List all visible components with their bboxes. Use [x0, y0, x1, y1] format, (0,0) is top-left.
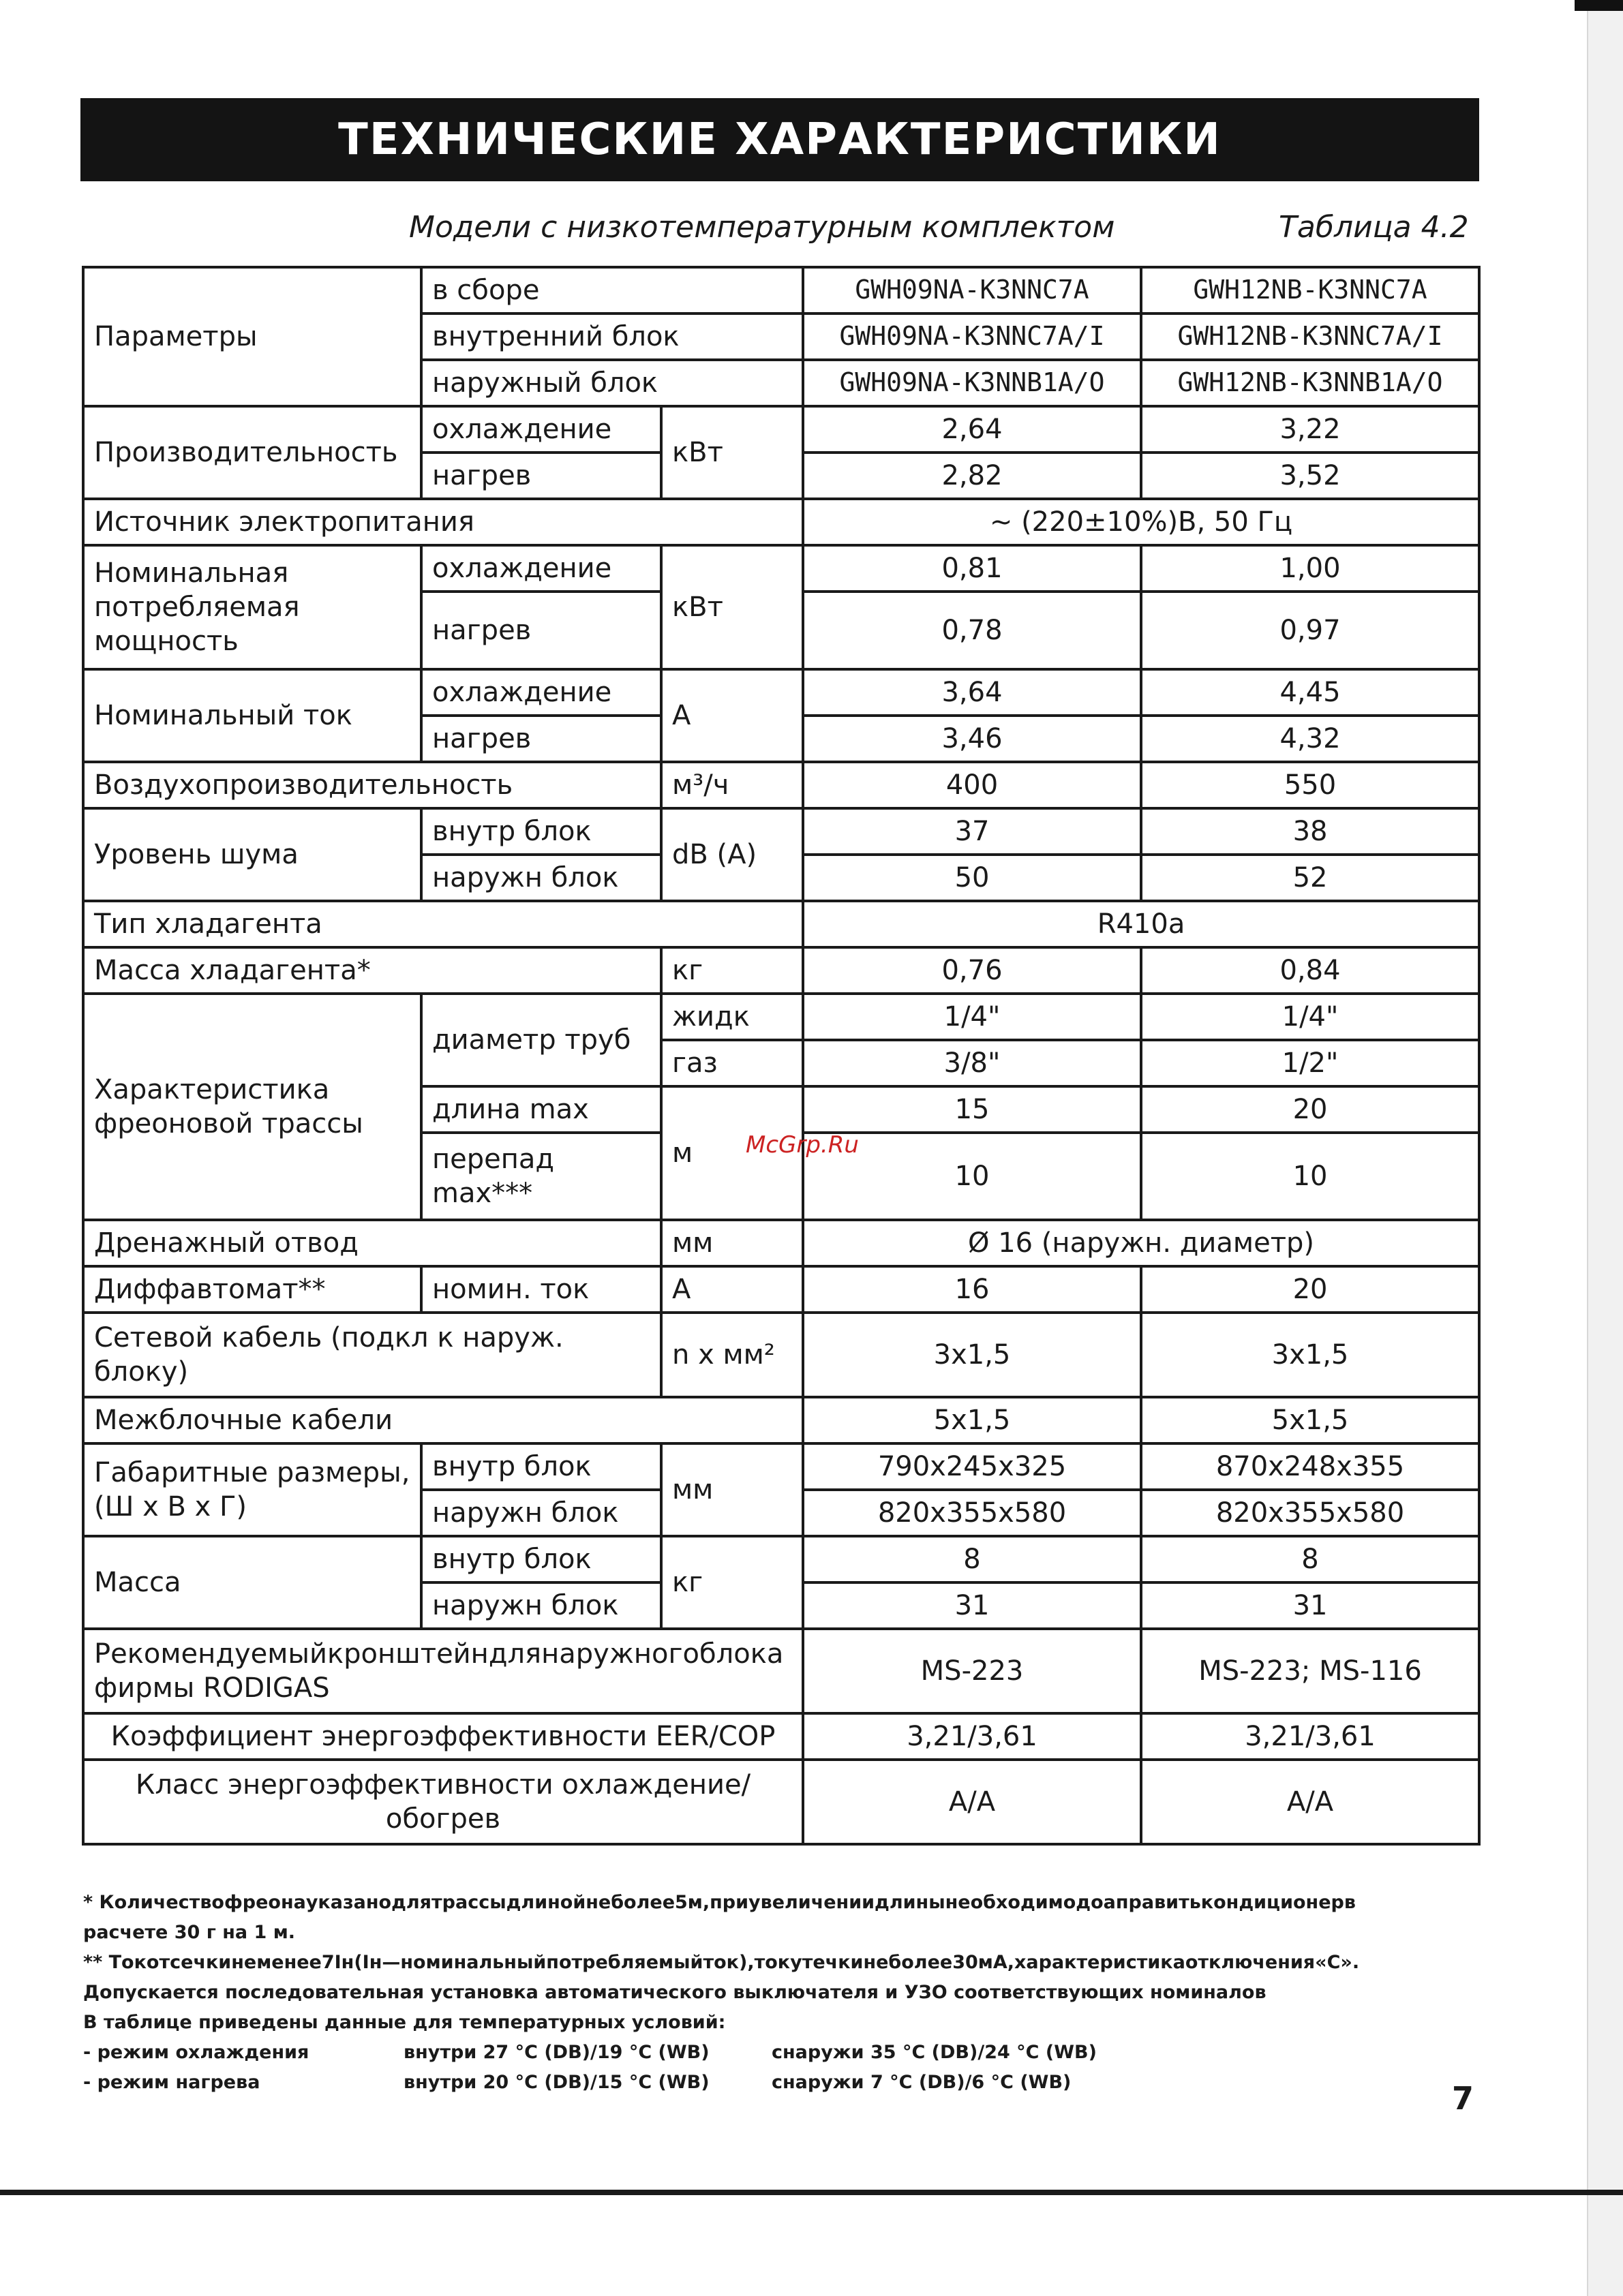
freon-line-label: Характеристика фреоновой трассы — [83, 994, 421, 1220]
heating-conditions — [83, 2068, 1481, 2098]
refrigerant-mass-1: 0,76 — [803, 947, 1141, 994]
power-heating-2: 0,97 — [1141, 592, 1479, 669]
current-unit: А — [661, 669, 803, 762]
capacity-heating-2: 3,52 — [1141, 453, 1479, 499]
eer-1: 3,21/3,61 — [803, 1713, 1141, 1760]
heating-outside: снаружи 7 °С (DB)/6 °С (WB) — [772, 2072, 1072, 2093]
gas-1: 3/8" — [803, 1040, 1141, 1086]
mass-indoor-2: 8 — [1141, 1536, 1479, 1582]
mass-unit: кг — [661, 1536, 803, 1629]
outdoor-label: наружн блок — [421, 855, 661, 901]
gas-label: газ — [661, 1040, 803, 1086]
model2-indoor: GWH12NB-K3NNC7A/I — [1141, 313, 1479, 360]
freon-line-unit: м — [661, 1086, 803, 1220]
model2-assembly: GWH12NB-K3NNC7A — [1141, 267, 1479, 313]
table-row — [83, 1266, 1479, 1313]
table-row — [83, 1536, 1479, 1582]
power-cable-unit: n x мм² — [661, 1313, 803, 1397]
indoor-unit-label: внутренний блок — [421, 313, 803, 360]
heating-inside: внутри 20 °С (DB)/15 °С (WB) — [404, 2072, 710, 2093]
power-input-label: Номинальная потребляемая мощность — [83, 545, 421, 669]
table-row — [83, 267, 1479, 313]
power-heating-1: 0,78 — [803, 592, 1141, 669]
bracket-2: MS-223; MS-116 — [1141, 1629, 1479, 1713]
refrigerant-type-label: Тип хладагента — [83, 901, 803, 947]
refrigerant-mass-label: Масса хладагента* — [83, 947, 661, 994]
length-2: 20 — [1141, 1086, 1479, 1133]
eer-2: 3,21/3,61 — [1141, 1713, 1479, 1760]
drain-unit: мм — [661, 1220, 803, 1266]
refrigerant-mass-2: 0,84 — [1141, 947, 1479, 994]
table-row — [83, 947, 1479, 994]
refrigerant-mass-unit: кг — [661, 947, 803, 994]
footnotes — [83, 1888, 1481, 2098]
capacity-cooling-1: 2,64 — [803, 406, 1141, 453]
model1-outdoor: GWH09NA-K3NNB1A/O — [803, 360, 1141, 406]
indoor-label: внутр блок — [421, 1443, 661, 1490]
mass-outdoor-2: 31 — [1141, 1582, 1479, 1629]
page-corner-mark — [1575, 0, 1623, 11]
dimensions-indoor-2: 870x248x355 — [1141, 1443, 1479, 1490]
drop-1: 10 — [803, 1133, 1141, 1220]
cooling-outside: снаружи 35 °С (DB)/24 °С (WB) — [772, 2042, 1097, 2063]
page-edge-shadow — [1587, 0, 1623, 2296]
dimensions-label: Габаритные размеры, (Ш x В x Г) — [83, 1443, 421, 1536]
table-row — [83, 1443, 1479, 1490]
breaker-1: 16 — [803, 1266, 1141, 1313]
liquid-label: жидк — [661, 994, 803, 1040]
indoor-label: внутр блок — [421, 1536, 661, 1582]
cooling-inside: внутри 27 °С (DB)/19 °С (WB) — [404, 2042, 710, 2063]
power-source-value: ~ (220±10%)В, 50 Гц — [803, 499, 1479, 545]
interconnect-1: 5x1,5 — [803, 1397, 1141, 1443]
model1-assembly: GWH09NA-K3NNC7A — [803, 267, 1141, 313]
heating-label: нагрев — [421, 716, 661, 762]
outdoor-label: наружн блок — [421, 1490, 661, 1536]
scan-bottom-line — [0, 2190, 1623, 2195]
pipe-diameter-label: диаметр труб — [421, 994, 661, 1086]
power-source-label: Источник электропитания — [83, 499, 803, 545]
noise-outdoor-2: 52 — [1141, 855, 1479, 901]
noise-outdoor-1: 50 — [803, 855, 1141, 901]
power-cable-label: Сетевой кабель (подкл к наруж. блоку) — [83, 1313, 661, 1397]
params-label: Параметры — [83, 267, 421, 406]
footnote-1-cont: расчете 30 г на 1 м. — [83, 1922, 296, 1943]
cooling-mode-label: - режим охлаждения — [83, 2042, 309, 2063]
mass-label: Масса — [83, 1536, 421, 1629]
current-cooling-2: 4,45 — [1141, 669, 1479, 716]
power-cable-1: 3x1,5 — [803, 1313, 1141, 1397]
breaker-2: 20 — [1141, 1266, 1479, 1313]
bracket-label: Рекомендуемыйкронштейндлянаружногоблока фирмы RODIGAS — [83, 1629, 803, 1713]
capacity-label: Производительность — [83, 406, 421, 499]
length-1: 15 — [803, 1086, 1141, 1133]
watermark: McGrp.Ru — [746, 1131, 859, 1159]
power-cooling-2: 1,00 — [1141, 545, 1479, 592]
dimensions-unit: мм — [661, 1443, 803, 1536]
page-number: 7 — [1452, 2080, 1474, 2117]
breaker-label: Диффавтомат** — [83, 1266, 421, 1313]
table-row — [83, 762, 1479, 808]
table-row — [83, 1220, 1479, 1266]
gas-2: 1/2" — [1141, 1040, 1479, 1086]
spec-table — [82, 266, 1481, 1846]
airflow-unit: м³/ч — [661, 762, 803, 808]
footnote-4: В таблице приведены данные для температурных условий: — [83, 2012, 726, 2033]
table-row — [83, 1629, 1479, 1713]
current-label: Номинальный ток — [83, 669, 421, 762]
length-max-label: длина max — [421, 1086, 661, 1133]
table-row — [83, 1397, 1479, 1443]
airflow-label: Воздухопроизводительность — [83, 762, 661, 808]
airflow-1: 400 — [803, 762, 1141, 808]
breaker-unit: А — [661, 1266, 803, 1313]
cooling-label: охлаждение — [421, 406, 661, 453]
assembly-label: в сборе — [421, 267, 803, 313]
drain-label: Дренажный отвод — [83, 1220, 661, 1266]
mass-indoor-1: 8 — [803, 1536, 1141, 1582]
table-row — [83, 1713, 1479, 1760]
table-row — [83, 1760, 1479, 1844]
footnote-3: Допускается последовательная установка автоматического выключателя и УЗО соответствующих номиналов — [83, 1982, 1266, 2003]
noise-label: Уровень шума — [83, 808, 421, 901]
cooling-label: охлаждение — [421, 669, 661, 716]
current-heating-1: 3,46 — [803, 716, 1141, 762]
table-row — [83, 669, 1479, 716]
capacity-heating-1: 2,82 — [803, 453, 1141, 499]
table-row — [83, 499, 1479, 545]
table-subtitle: Модели с низкотемпературным комплектом — [409, 210, 1115, 245]
drop-2: 10 — [1141, 1133, 1479, 1220]
table-number: Таблица 4.2 — [1279, 210, 1469, 245]
breaker-sub-label: номин. ток — [421, 1266, 661, 1313]
liquid-1: 1/4" — [803, 994, 1141, 1040]
page-title: ТЕХНИЧЕСКИЕ ХАРАКТЕРИСТИКИ — [80, 98, 1479, 181]
heating-mode-label: - режим нагрева — [83, 2072, 260, 2093]
energy-class-label: Класс энергоэффективности охлаждение/обогрев — [83, 1760, 803, 1844]
power-cooling-1: 0,81 — [803, 545, 1141, 592]
refrigerant-type-value: R410a — [803, 901, 1479, 947]
dimensions-indoor-1: 790x245x325 — [803, 1443, 1141, 1490]
dimensions-outdoor-1: 820x355x580 — [803, 1490, 1141, 1536]
noise-unit: dB (A) — [661, 808, 803, 901]
table-row — [83, 545, 1479, 592]
table-row — [83, 406, 1479, 453]
energy-class-1: A/A — [803, 1760, 1141, 1844]
power-input-unit: кВт — [661, 545, 803, 669]
power-cable-2: 3x1,5 — [1141, 1313, 1479, 1397]
energy-class-2: A/A — [1141, 1760, 1479, 1844]
interconnect-2: 5x1,5 — [1141, 1397, 1479, 1443]
noise-indoor-1: 37 — [803, 808, 1141, 855]
noise-indoor-2: 38 — [1141, 808, 1479, 855]
cooling-conditions — [83, 2038, 1481, 2068]
bracket-1: MS-223 — [803, 1629, 1141, 1713]
footnote-2: ** Токотсечкинеменее7Iн(Iн—номинальныйпотребляемыйток),токутечкинеболее30мА,характеристикаотключения«С». — [83, 1952, 1360, 1973]
current-heating-2: 4,32 — [1141, 716, 1479, 762]
table-row — [83, 1313, 1479, 1397]
eer-label: Коэффициент энергоэффективности EER/COP — [83, 1713, 803, 1760]
heating-label: нагрев — [421, 453, 661, 499]
height-drop-label: перепад max*** — [421, 1133, 661, 1220]
table-row — [83, 994, 1479, 1040]
capacity-cooling-2: 3,22 — [1141, 406, 1479, 453]
outdoor-label: наружн блок — [421, 1582, 661, 1629]
airflow-2: 550 — [1141, 762, 1479, 808]
outdoor-unit-label: наружный блок — [421, 360, 803, 406]
table-row — [83, 808, 1479, 855]
indoor-label: внутр блок — [421, 808, 661, 855]
current-cooling-1: 3,64 — [803, 669, 1141, 716]
heating-label: нагрев — [421, 592, 661, 669]
capacity-unit: кВт — [661, 406, 803, 499]
cooling-label: охлаждение — [421, 545, 661, 592]
liquid-2: 1/4" — [1141, 994, 1479, 1040]
mass-outdoor-1: 31 — [803, 1582, 1141, 1629]
table-row — [83, 901, 1479, 947]
dimensions-outdoor-2: 820x355x580 — [1141, 1490, 1479, 1536]
footnote-1: * Количествофреонауказанодлятрассыдлинойнеболее5м,приувеличениидлинынеобходимодоаправитькондиционерв — [83, 1892, 1356, 1913]
model2-outdoor: GWH12NB-K3NNB1A/O — [1141, 360, 1479, 406]
interconnect-label: Межблочные кабели — [83, 1397, 803, 1443]
drain-value: Ø 16 (наружн. диаметр) — [803, 1220, 1479, 1266]
model1-indoor: GWH09NA-K3NNC7A/I — [803, 313, 1141, 360]
